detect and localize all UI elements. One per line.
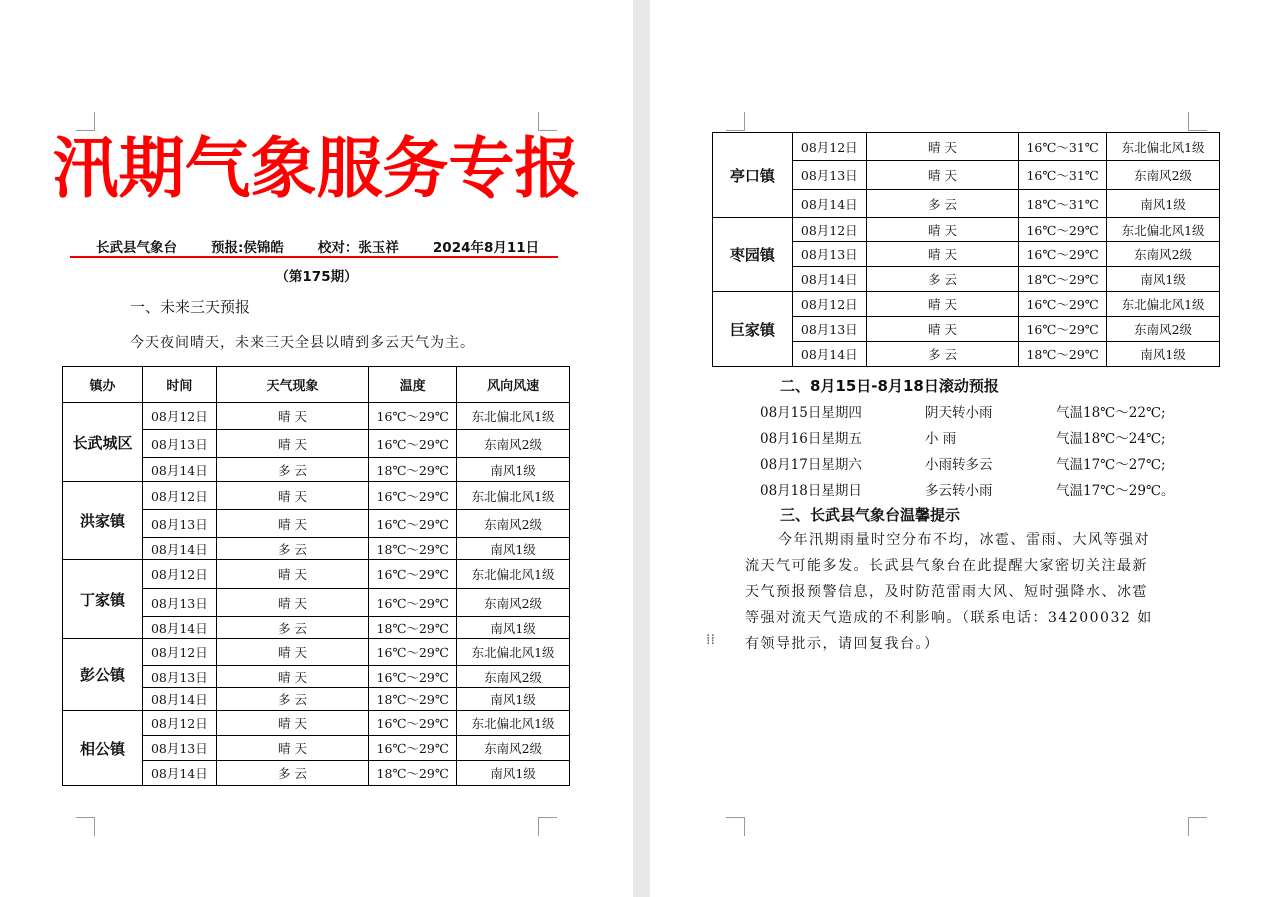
weather-cell: 晴 天	[216, 403, 368, 430]
rolling-day: 08月16日星期五	[760, 431, 862, 447]
temperature-cell: 16℃～29℃	[369, 430, 457, 458]
wind-cell: 东北偏北风1级	[457, 639, 570, 666]
rolling-day: 08月18日星期日	[760, 483, 862, 499]
town-name: 巨家镇	[713, 292, 793, 367]
weather-cell: 晴 天	[216, 430, 368, 458]
weather-cell: 晴 天	[866, 218, 1018, 242]
crop-mark-bottom-left	[76, 817, 95, 836]
checker-name: 校对：张玉祥	[317, 240, 399, 256]
temperature-cell: 16℃～29℃	[369, 736, 457, 761]
forecast-date: 08月12日	[142, 711, 216, 736]
temperature-cell: 18℃～29℃	[369, 688, 457, 711]
rolling-day: 08月17日星期六	[760, 457, 862, 473]
town-name: 丁家镇	[63, 560, 143, 639]
weather-cell: 晴 天	[866, 161, 1018, 190]
weather-cell: 晴 天	[866, 133, 1018, 161]
town-name: 相公镇	[63, 711, 143, 786]
wind-cell: 南风1级	[1107, 342, 1220, 367]
temperature-cell: 18℃～29℃	[1019, 267, 1107, 292]
temperature-cell: 16℃～29℃	[369, 666, 457, 688]
table-row	[63, 711, 570, 736]
wind-cell: 东南风2级	[457, 666, 570, 688]
temperature-cell: 16℃～29℃	[1019, 317, 1107, 342]
rolling-temp: 气温18℃～24℃;	[1056, 431, 1166, 447]
column-header: 风向风速	[457, 367, 570, 403]
forecast-table-page2	[712, 132, 1220, 367]
table-row	[63, 560, 570, 589]
temperature-cell: 18℃～31℃	[1019, 190, 1107, 218]
column-header: 时间	[142, 367, 216, 403]
wind-cell: 东北偏北风1级	[1107, 218, 1220, 242]
forecast-date: 08月12日	[142, 560, 216, 589]
temperature-cell: 16℃～29℃	[369, 639, 457, 666]
table-row	[713, 292, 1220, 317]
rolling-temp: 气温18℃～22℃;	[1056, 405, 1166, 421]
wind-cell: 东北偏北风1级	[457, 560, 570, 589]
forecast-date: 08月12日	[142, 639, 216, 666]
temperature-cell: 16℃～29℃	[1019, 242, 1107, 267]
wind-cell: 南风1级	[457, 617, 570, 639]
temperature-cell: 18℃～29℃	[1019, 342, 1107, 367]
crop-mark-bottom-right	[1188, 817, 1207, 836]
wind-cell: 南风1级	[1107, 190, 1220, 218]
tip-line-5: 有领导批示，请回复我台。）	[745, 636, 940, 652]
wind-cell: 东北偏北风1级	[1107, 133, 1220, 161]
red-divider	[70, 256, 558, 258]
forecast-date: 08月14日	[142, 688, 216, 711]
forecast-date: 08月14日	[142, 617, 216, 639]
town-name: 长武城区	[63, 403, 143, 482]
table-row	[713, 218, 1220, 242]
weather-cell: 多 云	[216, 617, 368, 639]
temperature-cell: 16℃～29℃	[369, 510, 457, 538]
drag-handle-icon[interactable]: ⁞⁞	[706, 632, 715, 648]
wind-cell: 东南风2级	[457, 430, 570, 458]
tip-line-2: 流天气可能多发。长武县气象台在此提醒大家密切关注最新	[745, 558, 1148, 574]
weather-cell: 多 云	[216, 688, 368, 711]
wind-cell: 南风1级	[457, 761, 570, 786]
temperature-cell: 16℃～31℃	[1019, 161, 1107, 190]
agency-name: 长武县气象台	[96, 240, 177, 256]
wind-cell: 东南风2级	[1107, 242, 1220, 267]
town-name: 彭公镇	[63, 639, 143, 711]
forecast-date: 08月13日	[142, 430, 216, 458]
rolling-weather: 小雨转多云	[925, 457, 993, 473]
temperature-cell: 16℃～29℃	[369, 589, 457, 617]
forecast-table-page1	[62, 366, 570, 786]
crop-mark-top-right	[1188, 112, 1207, 131]
tip-line-4: 等强对流天气造成的不利影响。（联系电话：34200032 如	[745, 610, 1153, 626]
weather-cell: 晴 天	[216, 589, 368, 617]
table-row	[63, 639, 570, 666]
forecast-date: 08月12日	[792, 133, 866, 161]
weather-cell: 多 云	[866, 267, 1018, 292]
wind-cell: 南风1级	[457, 458, 570, 482]
section3-heading: 三、长武县气象台温馨提示	[780, 506, 961, 524]
forecast-date: 08月13日	[142, 666, 216, 688]
forecast-date: 08月13日	[142, 589, 216, 617]
byline	[96, 236, 539, 256]
wind-cell: 东南风2级	[1107, 317, 1220, 342]
forecast-date: 08月14日	[142, 761, 216, 786]
wind-cell: 东南风2级	[457, 510, 570, 538]
wind-cell: 东北偏北风1级	[457, 711, 570, 736]
weather-cell: 多 云	[216, 538, 368, 560]
weather-cell: 晴 天	[216, 711, 368, 736]
forecast-date: 08月12日	[142, 403, 216, 430]
town-name: 枣园镇	[713, 218, 793, 292]
temperature-cell: 18℃～29℃	[369, 761, 457, 786]
report-title: 汛期气象服务专报	[52, 130, 581, 207]
town-name: 亭口镇	[713, 133, 793, 218]
rolling-weather: 小 雨	[925, 431, 957, 447]
forecast-date: 08月13日	[142, 510, 216, 538]
temperature-cell: 16℃～29℃	[1019, 292, 1107, 317]
weather-cell: 晴 天	[216, 639, 368, 666]
forecast-date: 08月13日	[792, 161, 866, 190]
column-header: 镇办	[63, 367, 143, 403]
table-row	[63, 403, 570, 430]
wind-cell: 南风1级	[457, 688, 570, 711]
rolling-weather: 多云转小雨	[925, 483, 993, 499]
issue-number: （第175期）	[275, 269, 358, 285]
table-row	[63, 482, 570, 510]
weather-cell: 晴 天	[866, 292, 1018, 317]
temperature-cell: 16℃～29℃	[369, 482, 457, 510]
town-name: 洪家镇	[63, 482, 143, 560]
issue-date: 2024年8月11日	[432, 240, 540, 256]
weather-cell: 多 云	[216, 761, 368, 786]
wind-cell: 南风1级	[457, 538, 570, 560]
wind-cell: 东南风2级	[1107, 161, 1220, 190]
wind-cell: 东南风2级	[457, 736, 570, 761]
forecast-date: 08月14日	[792, 342, 866, 367]
forecast-date: 08月14日	[142, 538, 216, 560]
rolling-temp: 气温17℃～29℃。	[1056, 483, 1175, 499]
section2-heading: 二、8月15日-8月18日滚动预报	[780, 377, 999, 395]
forecast-date: 08月14日	[792, 267, 866, 292]
rolling-day: 08月15日星期四	[760, 405, 862, 421]
forecast-date: 08月13日	[792, 317, 866, 342]
weather-cell: 晴 天	[216, 736, 368, 761]
forecast-date: 08月12日	[792, 292, 866, 317]
temperature-cell: 16℃～31℃	[1019, 133, 1107, 161]
weather-cell: 晴 天	[216, 482, 368, 510]
forecast-date: 08月13日	[142, 736, 216, 761]
section1-summary: 今天夜间晴天，未来三天全县以晴到多云天气为主。	[130, 335, 475, 351]
weather-cell: 晴 天	[866, 242, 1018, 267]
rolling-temp: 气温17℃～27℃;	[1056, 457, 1166, 473]
wind-cell: 东北偏北风1级	[1107, 292, 1220, 317]
temperature-cell: 16℃～29℃	[369, 403, 457, 430]
section1-heading: 一、未来三天预报	[130, 298, 251, 316]
wind-cell: 东北偏北风1级	[457, 403, 570, 430]
temperature-cell: 18℃～29℃	[369, 617, 457, 639]
document-page-1	[0, 0, 633, 897]
weather-cell: 晴 天	[216, 510, 368, 538]
temperature-cell: 18℃～29℃	[369, 538, 457, 560]
weather-cell: 晴 天	[216, 666, 368, 688]
crop-mark-top-left	[726, 112, 745, 131]
rolling-weather: 阴天转小雨	[925, 405, 993, 421]
wind-cell: 东南风2级	[457, 589, 570, 617]
forecast-date: 08月12日	[792, 218, 866, 242]
weather-cell: 多 云	[866, 342, 1018, 367]
wind-cell: 南风1级	[1107, 267, 1220, 292]
table-row	[713, 133, 1220, 161]
table-header-row	[63, 367, 570, 403]
forecaster-name: 预报:侯锦皓	[211, 240, 284, 256]
temperature-cell: 16℃～29℃	[369, 560, 457, 589]
column-header: 温度	[369, 367, 457, 403]
weather-cell: 晴 天	[866, 317, 1018, 342]
tip-line-3: 天气预报预警信息，及时防范雷雨大风、短时强降水、冰雹	[745, 584, 1148, 600]
temperature-cell: 18℃～29℃	[369, 458, 457, 482]
forecast-date: 08月14日	[142, 458, 216, 482]
forecast-date: 08月14日	[792, 190, 866, 218]
crop-mark-bottom-right	[538, 817, 557, 836]
temperature-cell: 16℃～29℃	[1019, 218, 1107, 242]
column-header: 天气现象	[216, 367, 368, 403]
forecast-date: 08月12日	[142, 482, 216, 510]
weather-cell: 多 云	[216, 458, 368, 482]
crop-mark-bottom-left	[726, 817, 745, 836]
temperature-cell: 16℃～29℃	[369, 711, 457, 736]
tip-line-1: 今年汛期雨量时空分布不均，冰雹、雷雨、大风等强对	[778, 532, 1150, 548]
forecast-date: 08月13日	[792, 242, 866, 267]
weather-cell: 晴 天	[216, 560, 368, 589]
wind-cell: 东北偏北风1级	[457, 482, 570, 510]
weather-cell: 多 云	[866, 190, 1018, 218]
